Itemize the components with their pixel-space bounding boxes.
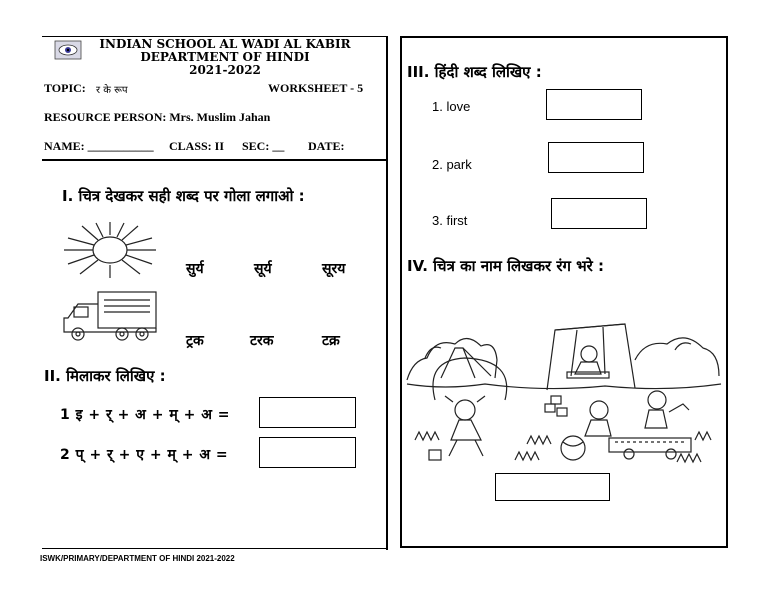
- topic-value: र के रूप: [96, 85, 128, 96]
- section3-title: III. हिंदी शब्द लिखिए :: [407, 63, 542, 81]
- equation-2: 2 प् + र् + ए + म् + अ =: [60, 447, 229, 463]
- playground-illustration: [405, 300, 723, 472]
- academic-year: 2021-2022: [189, 63, 261, 77]
- name-field: NAME: ___________: [44, 139, 154, 153]
- section1-title: I. चित्र देखकर सही शब्द पर गोला लगाओ :: [62, 187, 305, 205]
- option-2-2[interactable]: टरक: [250, 333, 274, 349]
- answer-box-1[interactable]: [259, 397, 356, 428]
- word-first: 3. first: [432, 213, 468, 228]
- option-2-1[interactable]: ट्रक: [186, 333, 204, 349]
- word-park: 2. park: [432, 157, 472, 172]
- footer-text: ISWK/PRIMARY/DEPARTMENT OF HINDI 2021-2022: [40, 554, 235, 563]
- truck-icon: [60, 288, 160, 344]
- option-2-3[interactable]: टक्र: [322, 333, 340, 349]
- resource-person: RESOURCE PERSON: Mrs. Muslim Jahan: [44, 110, 271, 124]
- class-field: CLASS: II: [169, 139, 225, 153]
- answer-box-love[interactable]: [546, 89, 642, 120]
- left-bottom-border: [42, 548, 388, 549]
- department-name: DEPARTMENT OF HINDI: [140, 50, 310, 64]
- equation-1: 1 इ + र् + अ + म् + अ =: [60, 407, 230, 423]
- sun-icon: [60, 220, 160, 280]
- answer-box-picture[interactable]: [495, 473, 610, 501]
- option-1-1[interactable]: सुर्य: [186, 261, 204, 277]
- header-divider: [42, 159, 388, 161]
- answer-box-2[interactable]: [259, 437, 356, 468]
- option-1-2[interactable]: सूर्य: [254, 261, 272, 277]
- word-love: 1. love: [432, 99, 471, 114]
- section-field: SEC: __: [242, 139, 285, 153]
- school-logo-icon: [54, 40, 82, 60]
- answer-box-first[interactable]: [551, 198, 647, 229]
- section2-title: II. मिलाकर लिखिए :: [44, 367, 166, 385]
- topic-label: TOPIC:: [44, 81, 86, 95]
- school-name: INDIAN SCHOOL AL WADI AL KABIR: [99, 37, 351, 51]
- worksheet-number: WORKSHEET - 5: [268, 81, 364, 95]
- section4-title: IV. चित्र का नाम लिखकर रंग भरे :: [407, 257, 605, 275]
- option-1-3[interactable]: सूरय: [322, 261, 346, 277]
- date-field: DATE:: [308, 139, 345, 153]
- answer-box-park[interactable]: [548, 142, 644, 173]
- column-divider: [386, 36, 388, 550]
